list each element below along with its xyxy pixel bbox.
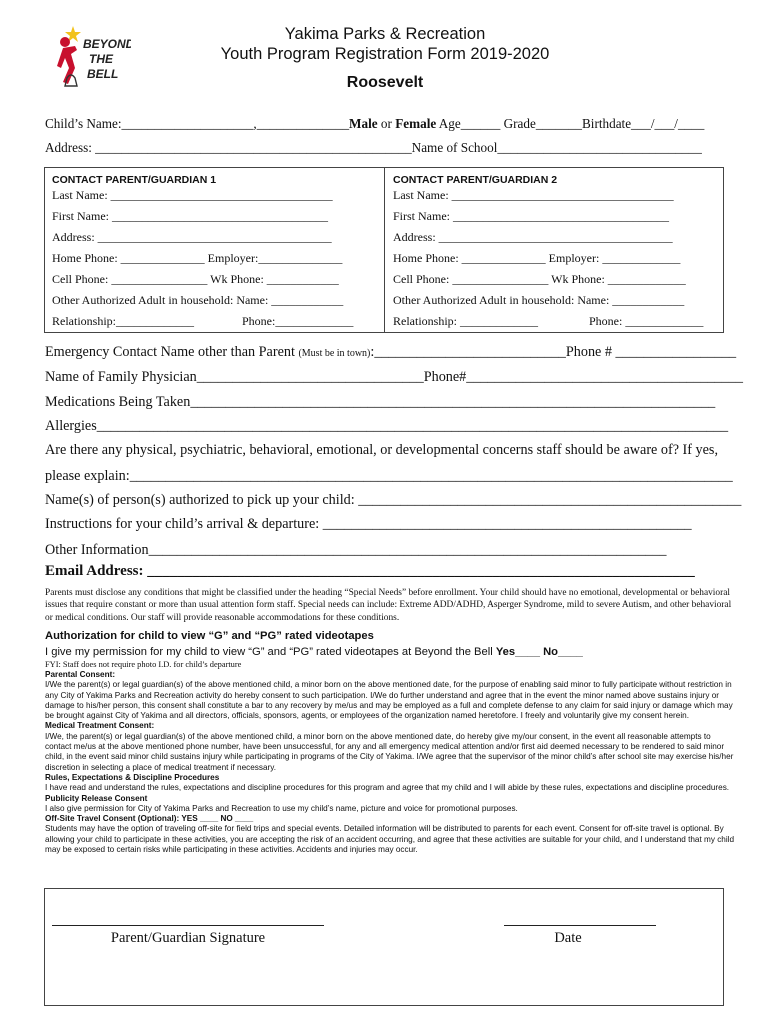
offsite-travel-heading[interactable]: Off-Site Travel Consent (Optional): YES ____ NO ____ xyxy=(45,814,254,824)
guardian1-other-adult-field[interactable]: Other Authorized Adult in household: Name: ____________ xyxy=(52,293,344,307)
guardian2-home-phone-field[interactable]: Home Phone: ______________ Employer: _____________ xyxy=(393,251,681,265)
guardian1-heading: CONTACT PARENT/GUARDIAN 1 xyxy=(52,174,217,186)
guardian2-other-adult-field[interactable]: Other Authorized Adult in household: Name: ____________ xyxy=(393,293,685,307)
rules-text: I have read and understand the rules, expectations and discipline procedures for this program and agree that my child and I will abide by these rules, expectations and discipline procedures. xyxy=(45,783,730,793)
parental-consent-heading: Parental Consent: xyxy=(45,670,116,679)
child-address-field[interactable]: Address: ________________________________________________Name of School_______________________________ xyxy=(45,140,702,155)
date-label: Date xyxy=(554,930,582,946)
special-needs-notice: Parents must disclose any conditions that might be classified under the heading “Special Needs” before enrollment. Your child should have no emotional, developmental or behavioral issues that require constant or more than usual attention form staff. Special needs can include: Extreme ADD/ADHD, Asperger Syndrome, mild to severe Autism, and other behavioral or medical conditions. Our staff will provide reasonable accommodations for these conditions. xyxy=(45,588,732,623)
guardian2-address-field[interactable]: Address: _______________________________________ xyxy=(393,230,673,244)
child-info-line xyxy=(45,116,704,132)
guardian1-address-field[interactable]: Address: _______________________________________ xyxy=(52,230,332,244)
medical-consent-heading: Medical Treatment Consent: xyxy=(45,721,155,731)
video-permission-line xyxy=(45,646,583,658)
child-name-field[interactable]: Child’s Name:____________________,______________ xyxy=(45,116,350,131)
medications-field[interactable]: Medications Being Taken__________________________________________________________________________ xyxy=(45,394,716,410)
other-information-field[interactable]: Other Information_________________________________________________________________________ xyxy=(45,542,667,558)
date-line[interactable] xyxy=(504,925,656,926)
guardian2-relationship-field[interactable]: Relationship: _____________ xyxy=(393,314,538,328)
emergency-note: (Must be in town) xyxy=(298,348,371,359)
or-text: or xyxy=(377,116,396,131)
arrival-departure-field[interactable]: Instructions for your child’s arrival & departure: ____________________________________________________ xyxy=(45,516,692,532)
school-name: Roosevelt xyxy=(346,74,424,91)
guardian2-last-name-field[interactable]: Last Name: _____________________________________ xyxy=(393,188,674,202)
guardian-signature-line[interactable] xyxy=(52,925,324,926)
female-option[interactable]: Female xyxy=(395,116,437,131)
offsite-travel-text: Students may have the option of traveling off-site for field trips and special events. Detailed information will be distributed to parents for each event. Consent for off-site travel is optional. By allowing your child to participate in these activities, you are accepting the risk of an accident occurring, and agree that these activities are suitable for your child, and I understand that my child may be exposed to certain risks while participating in these activities. Accidents and injuries may occur. xyxy=(45,824,735,855)
legal-consents xyxy=(45,670,735,855)
guardian2-other-phone-field[interactable]: Phone: _____________ xyxy=(589,314,704,328)
rules-heading: Rules, Expectations & Discipline Procedures xyxy=(45,772,220,782)
allergies-field[interactable]: Allergies_________________________________________________________________________________________ xyxy=(45,418,729,434)
video-authorization-heading: Authorization for child to view “G” and “PG” rated videotapes xyxy=(45,630,374,642)
video-permission-text: I give my permission for my child to view “G” and “PG” rated videotapes at Beyond the Bell xyxy=(45,646,496,658)
guardian1-home-phone-field[interactable]: Home Phone: ______________ Employer:______________ xyxy=(52,251,343,265)
video-yes-no-field[interactable]: Yes____ No____ xyxy=(495,646,583,658)
logo-figure-icon xyxy=(47,22,131,96)
guardian1-cell-phone-field[interactable]: Cell Phone: ________________ Wk Phone: ____________ xyxy=(52,272,339,286)
emergency-label: Emergency Contact Name other than Parent xyxy=(45,344,299,360)
guardian1-relationship-field[interactable]: Relationship:_____________ xyxy=(52,314,194,328)
pickup-persons-field[interactable]: Name(s) of person(s) authorized to pick up your child: ______________________________________________________ xyxy=(45,492,742,508)
guardian-box-divider xyxy=(384,167,385,333)
logo-text-2: THE xyxy=(89,52,113,66)
medical-consent-text: I/We, the parent(s) or legal guardian(s) of the above mentioned child, a minor born on the above mentioned date, do hereby give my/our consent, in the event all reasonable attempts to contact me/us at the above mentioned phone number, have been unsuccessful, for any and all emergency medical attention and/or first aid deemed necessary to be rendered to said minor child, in the event said minor child sustains injury while participating in programs of the City of Yakima. I/We agree that the supervisor of the minor child’s after school site may exercise his/her discretion in selecting a place of medical treatment if necessary. xyxy=(45,731,734,772)
guardian2-first-name-field[interactable]: First Name: ____________________________________ xyxy=(393,209,669,223)
fyi-note: FYI: Staff does not require photo I.D. for child’s departure xyxy=(45,660,242,669)
guardian1-last-name-field[interactable]: Last Name: _____________________________________ xyxy=(52,188,333,202)
logo-text-3: BELL xyxy=(87,67,119,81)
age-grade-birthdate-fields[interactable]: Age______ Grade_______Birthdate___/___/____ xyxy=(436,116,705,131)
beyond-the-bell-logo xyxy=(47,22,131,96)
form-header xyxy=(160,24,610,92)
concerns-question: Are there any physical, psychiatric, behavioral, emotional, or developmental concerns staff should be aware of? If yes, xyxy=(45,442,718,458)
male-option[interactable]: Male xyxy=(349,116,378,131)
form-subtitle: Youth Program Registration Form 2019-2020 xyxy=(220,45,550,63)
parental-consent-text: I/We the parent(s) or legal guardian(s) of the above mentioned child, a minor born on the above mentioned date, for the purpose of enabling said minor to fully participate without restriction in any City of Yakima Parks and Recreation activity do hereby consent to such participation. I/We do further understand and agree that in the event the minor named above sustains injury or damage to his/her person, this consent shall constitute a bar to any recovery by me/us and may be employed as a full and complete defense to any claim for said injury or damage which may be brought against City of Yakima and all directors, officials, sponsors, agents, or employees of the organization named heretofore. I freely and voluntarily give my consent herein. xyxy=(45,680,733,721)
emergency-contact-field[interactable] xyxy=(45,344,736,361)
logo-text-1: BEYOND xyxy=(83,37,131,51)
guardian1-first-name-field[interactable]: First Name: ____________________________________ xyxy=(52,209,328,223)
guardian-signature-label: Parent/Guardian Signature xyxy=(110,930,266,946)
guardian2-cell-phone-field[interactable]: Cell Phone: ________________ Wk Phone: _____________ xyxy=(393,272,686,286)
concerns-explain-field[interactable]: please explain:_____________________________________________________________________________________ xyxy=(45,468,733,484)
emergency-blanks[interactable]: :___________________________Phone # _________________ xyxy=(370,344,737,360)
guardian2-heading: CONTACT PARENT/GUARDIAN 2 xyxy=(393,174,558,186)
publicity-text: I also give permission for City of Yakima Parks and Recreation to use my child’s name, picture and voice for promotional purposes. xyxy=(45,803,518,813)
email-address-field[interactable]: Email Address: _________________________________________________________________________ xyxy=(45,563,695,579)
guardian1-other-phone-field[interactable]: Phone:_____________ xyxy=(242,314,354,328)
form-title: Yakima Parks & Recreation xyxy=(284,25,486,43)
physician-field[interactable]: Name of Family Physician________________________________Phone#_______________________________________ xyxy=(45,369,743,385)
publicity-heading: Publicity Release Consent xyxy=(45,793,148,803)
signature-box xyxy=(44,888,724,1006)
